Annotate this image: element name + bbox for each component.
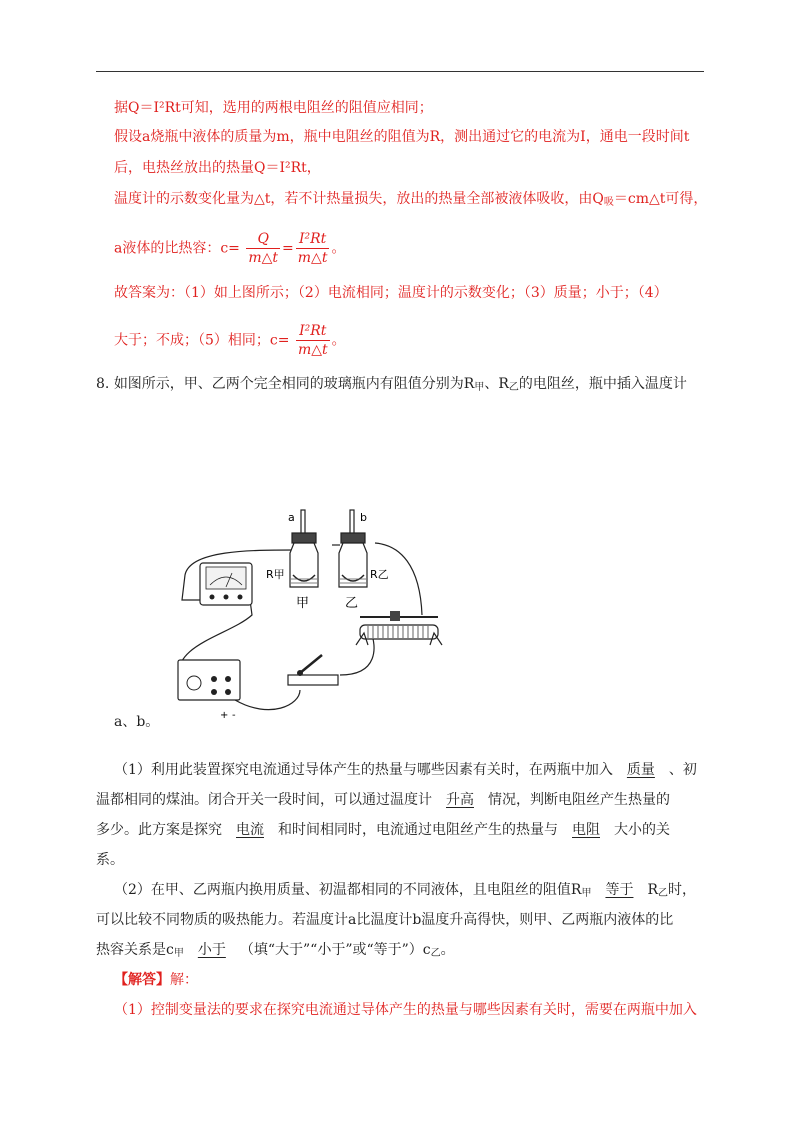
fraction-1: $\frac{Q}{m\triangle t}$ xyxy=(248,231,279,266)
answer-blank-current: 电流 xyxy=(236,822,264,838)
solution-line-6: 故答案为：（1）如上图所示；（2）电流相同；温度计的示数变化；（3）质量；小于；（4） xyxy=(114,285,668,301)
wire-switch-to-rheostat xyxy=(340,635,374,675)
header-rule xyxy=(96,71,704,72)
part1-line-4: 系。 xyxy=(96,852,124,868)
part2-line-3: 热容关系是$c_甲$ 小于 （填“大于”“小于”或“等于$”)c_乙$。 xyxy=(96,942,455,959)
part2-line-2: 可以比较不同物质的吸热能力。若温度计a比温度计b温度升高得快，则甲、乙两瓶内液体的比 xyxy=(96,912,674,928)
bottle-yi-stopper xyxy=(341,533,365,543)
bottle-yi-label: 乙 xyxy=(345,596,359,611)
answer-title: 【解答】 xyxy=(114,972,170,988)
solution-line-2: 假设a烧瓶中液体的质量为m，瓶中电阻丝的阻值为R，测出通过它的电流为I，通电一段时间t xyxy=(114,129,690,145)
solution-line-4: 温度计的示数变化量为△t，若不计热量损失，放出的热量全部被液体吸收，由$Q_吸=cm\triangle t$可得， xyxy=(114,191,708,208)
supply-plus-label: + xyxy=(220,710,229,720)
thermometer-a-label: a xyxy=(288,511,295,524)
answer-blank-equal: 等于 xyxy=(605,882,634,898)
answer-blank-rise: 升高 xyxy=(446,792,474,808)
fraction-3: $\frac{\text{I²Rt}}{m\triangle t}$ xyxy=(297,323,328,358)
question-8-intro-end: a、b。 xyxy=(114,714,160,730)
answer-blank-mass: 质量 xyxy=(626,762,655,778)
part1-line-3: 多少。此方案是探究 电流 和时间相同时，电流通过电阻丝产生的热量与 电阻 大小的关 xyxy=(96,822,670,838)
circuit-figure xyxy=(160,505,460,720)
r-yi-label: R乙 xyxy=(370,568,389,581)
question-8-intro: 8. 如图所示，甲、乙两个完全相同的玻璃瓶内有阻值分别为$R_甲$、$R_乙$的电阻丝，瓶中插入温度计 xyxy=(96,376,687,393)
answer-line-1: （1）控制变量法的要求在探究电流通过导体产生的热量与哪些因素有关时，需要在两瓶中加入 xyxy=(114,1002,697,1018)
part1-line-2: 温都相同的煤油。闭合开关一段时间，可以通过温度计 升高 情况，判断电阻丝产生热量的 xyxy=(96,792,670,808)
part2-line-1: （2）在甲、乙两瓶内换用质量、初温都相同的不同液体，且电阻丝的阻值$R_甲$ 等于 $R_乙$时， xyxy=(114,882,696,899)
thermometer-b-label: b xyxy=(360,511,367,524)
answer-blank-resistance: 电阻 xyxy=(572,822,600,838)
solution-line-5: a液体的比热容：c= $\frac{Q}{m\triangle t}$ = $\frac{\text{I²Rt}}{m\triangle t}$ 。 xyxy=(114,231,346,266)
power-supply xyxy=(178,660,240,700)
solution-line-7: 大于；不成；（5）相同；c= $\frac{\text{I²Rt}}{m\triangle t}$ 。 xyxy=(114,323,346,358)
r-jia-label: R甲 xyxy=(266,568,285,581)
answer-blank-less: 小于 xyxy=(197,942,226,958)
supply-minus-label: - xyxy=(232,710,236,720)
solution-line-1: 据Q＝I²Rt可知，选用的两根电阻丝的阻值应相同； xyxy=(114,100,433,116)
part1-line-1: （1）利用此装置探究电流通过导体产生的热量与哪些因素有关时，在两瓶中加入 质量 、初 xyxy=(114,762,697,778)
switch xyxy=(288,655,338,685)
rheostat xyxy=(356,611,442,645)
answer-heading: 【解答】解： xyxy=(114,972,198,988)
ammeter xyxy=(200,563,252,605)
bottle-jia-stopper xyxy=(292,533,316,543)
solution-line-3: 后，电热丝放出的热量Q＝I²Rt， xyxy=(114,160,321,176)
bottle-jia-label: 甲 xyxy=(296,596,310,611)
wire-supply-to-switch xyxy=(235,690,300,710)
fraction-2: $\frac{\text{I²Rt}}{m\triangle t}$ xyxy=(297,231,328,266)
